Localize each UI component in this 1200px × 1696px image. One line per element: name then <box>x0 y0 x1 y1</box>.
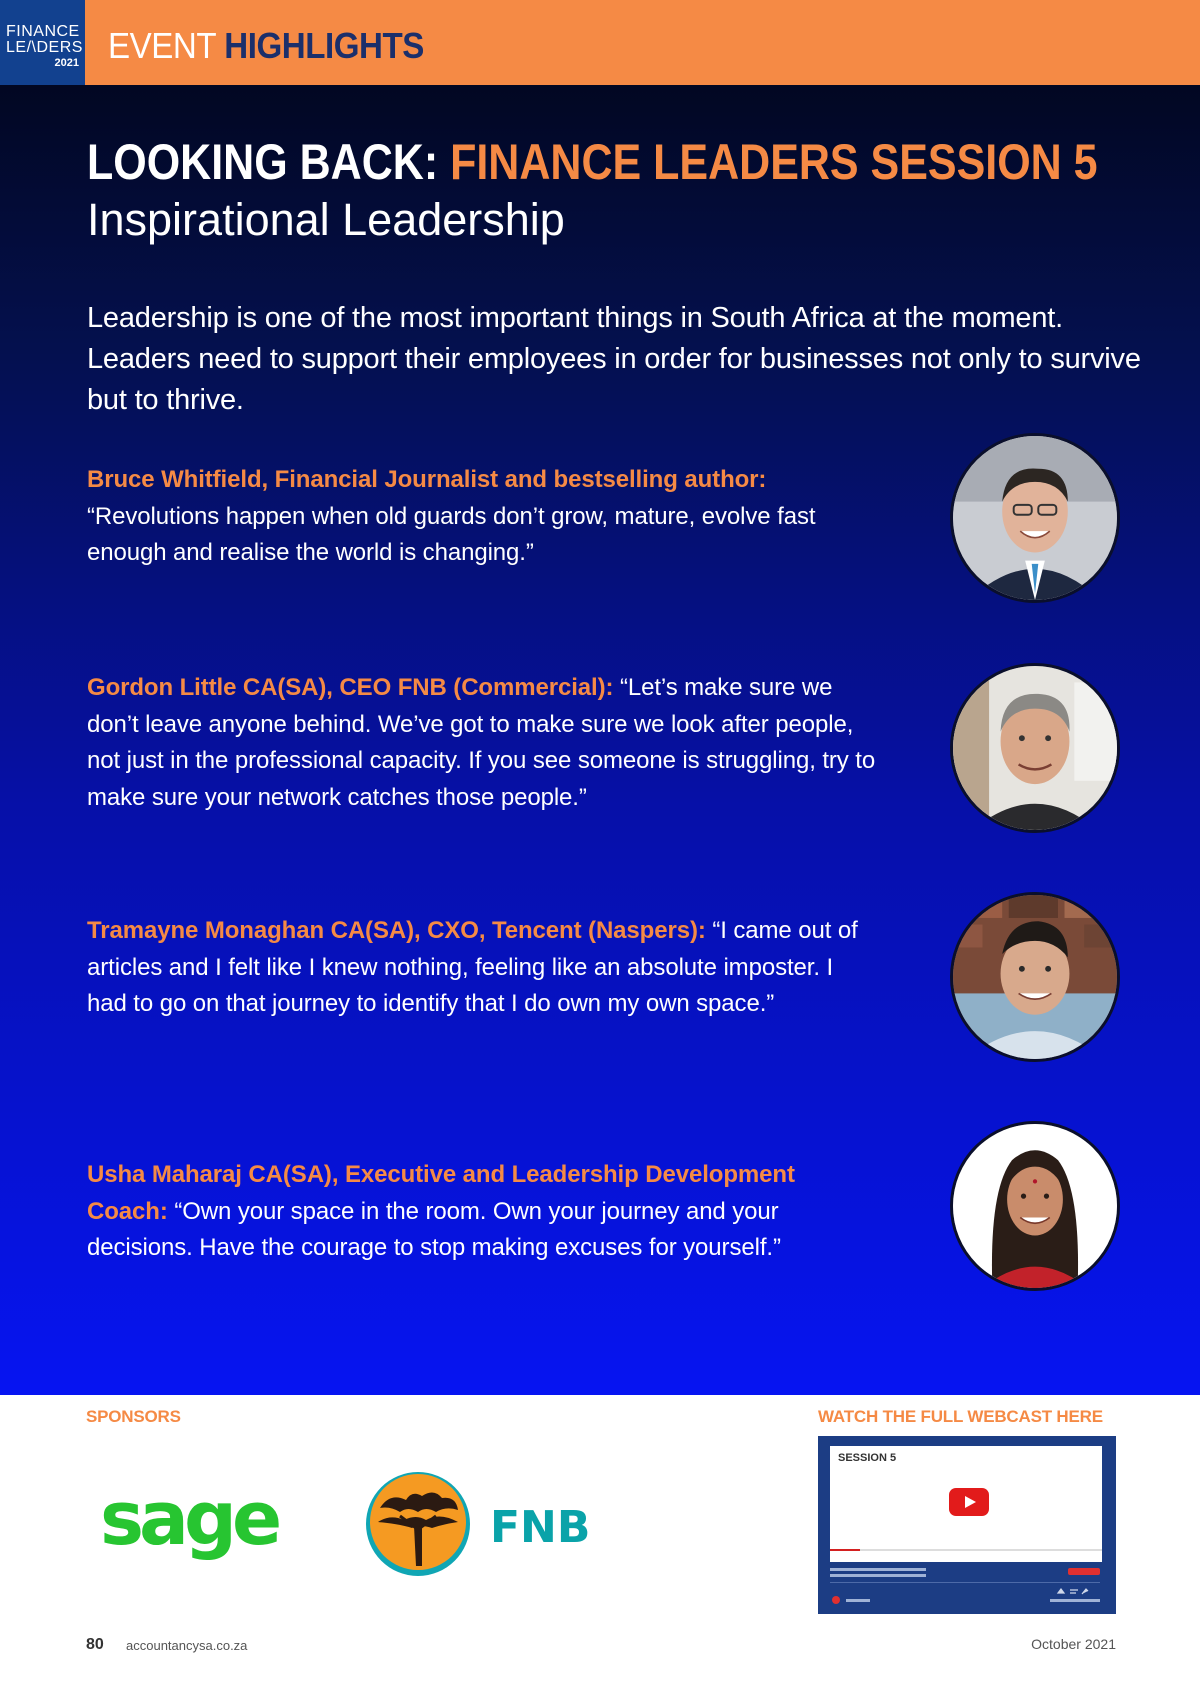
speaker-portrait-usha <box>950 1121 1120 1291</box>
speaker-portrait-gordon <box>950 663 1120 833</box>
speaker-name: Usha Maharaj CA(SA), Executive and Leadership Development Coach: <box>87 1161 795 1225</box>
logo-line-2: LE/\DERS <box>6 39 83 56</box>
intro-paragraph: Leadership is one of the most important things in South Africa at the moment. Leaders need to support their employees in order for businesses not only to survive but to thrive. <box>87 302 1141 416</box>
video-controls <box>830 1566 1104 1610</box>
logo-line-1: FINANCE <box>6 23 80 40</box>
sponsors-label: SPONSORS <box>86 1407 181 1426</box>
record-dot-icon <box>832 1596 840 1604</box>
video-progress-bar[interactable] <box>830 1549 1102 1551</box>
headline-part1: LOOKING BACK: <box>87 134 451 190</box>
fnb-logo[interactable] <box>360 1466 600 1576</box>
section-title-part1: EVENT <box>108 25 225 66</box>
speaker-portrait-bruce <box>950 433 1120 603</box>
issue-date: October 2021 <box>1031 1636 1116 1652</box>
finance-leaders-logo <box>0 0 85 85</box>
section-title <box>108 26 424 66</box>
portrait-image <box>953 666 1117 830</box>
logo-year: 2021 <box>54 57 79 69</box>
sage-logo-text: sage <box>100 1476 278 1562</box>
speaker-portrait-tramayne <box>950 892 1120 1062</box>
fnb-logo-text: FNB <box>490 1502 591 1553</box>
portrait-image <box>953 436 1117 600</box>
video-progress-fill <box>830 1549 860 1551</box>
quote-block <box>87 1157 877 1267</box>
headline <box>87 132 1098 192</box>
speaker-name: Tramayne Monaghan CA(SA), CXO, Tencent (Naspers): <box>87 917 706 944</box>
webcast-label: WATCH THE FULL WEBCAST HERE <box>818 1407 1103 1426</box>
video-title: SESSION 5 <box>838 1452 897 1464</box>
quote-block <box>87 462 877 572</box>
quote-text: “Revolutions happen when old guards don’t grow, mature, evolve fast enough and realise the world is changing.” <box>87 502 816 566</box>
speaker-name: Bruce Whitfield, Financial Journalist and bestselling author: <box>87 466 767 493</box>
speaker-name: Gordon Little CA(SA), CEO FNB (Commercial): <box>87 674 614 701</box>
quote-block <box>87 670 877 816</box>
subheadline: Inspirational Leadership <box>87 194 565 245</box>
portrait-image <box>953 1124 1117 1288</box>
quote-text: “Own your space in the room. Own your journey and your decisions. Have the courage to stop making excuses for yourself.” <box>87 1197 781 1261</box>
webcast-video-thumbnail[interactable] <box>818 1436 1116 1614</box>
header-band <box>0 0 1200 85</box>
quote-text: “I came out of articles and I felt like I knew nothing, feeling like an absolute imposter. I had to go on that journey to identify that I do own my own space.” <box>87 917 858 1017</box>
portrait-image <box>953 895 1117 1059</box>
video-screen[interactable] <box>830 1446 1102 1562</box>
quote-block <box>87 913 877 1023</box>
website-url[interactable]: accountancysa.co.za <box>126 1638 248 1653</box>
play-button-icon[interactable] <box>949 1488 989 1516</box>
page-number: 80 <box>86 1636 104 1653</box>
headline-part2: FINANCE LEADERS SESSION 5 <box>450 134 1098 190</box>
sage-logo[interactable] <box>96 1476 316 1586</box>
share-icon <box>1058 1589 1088 1594</box>
quote-text: “Let’s make sure we don’t leave anyone behind. We’ve got to make sure we look after people, not just in the professional capacity. If you see someone is struggling, try to make sure your network catches those people.” <box>87 674 876 811</box>
fnb-tree-icon <box>366 1472 470 1576</box>
section-title-part2: HIGHLIGHTS <box>224 25 424 66</box>
